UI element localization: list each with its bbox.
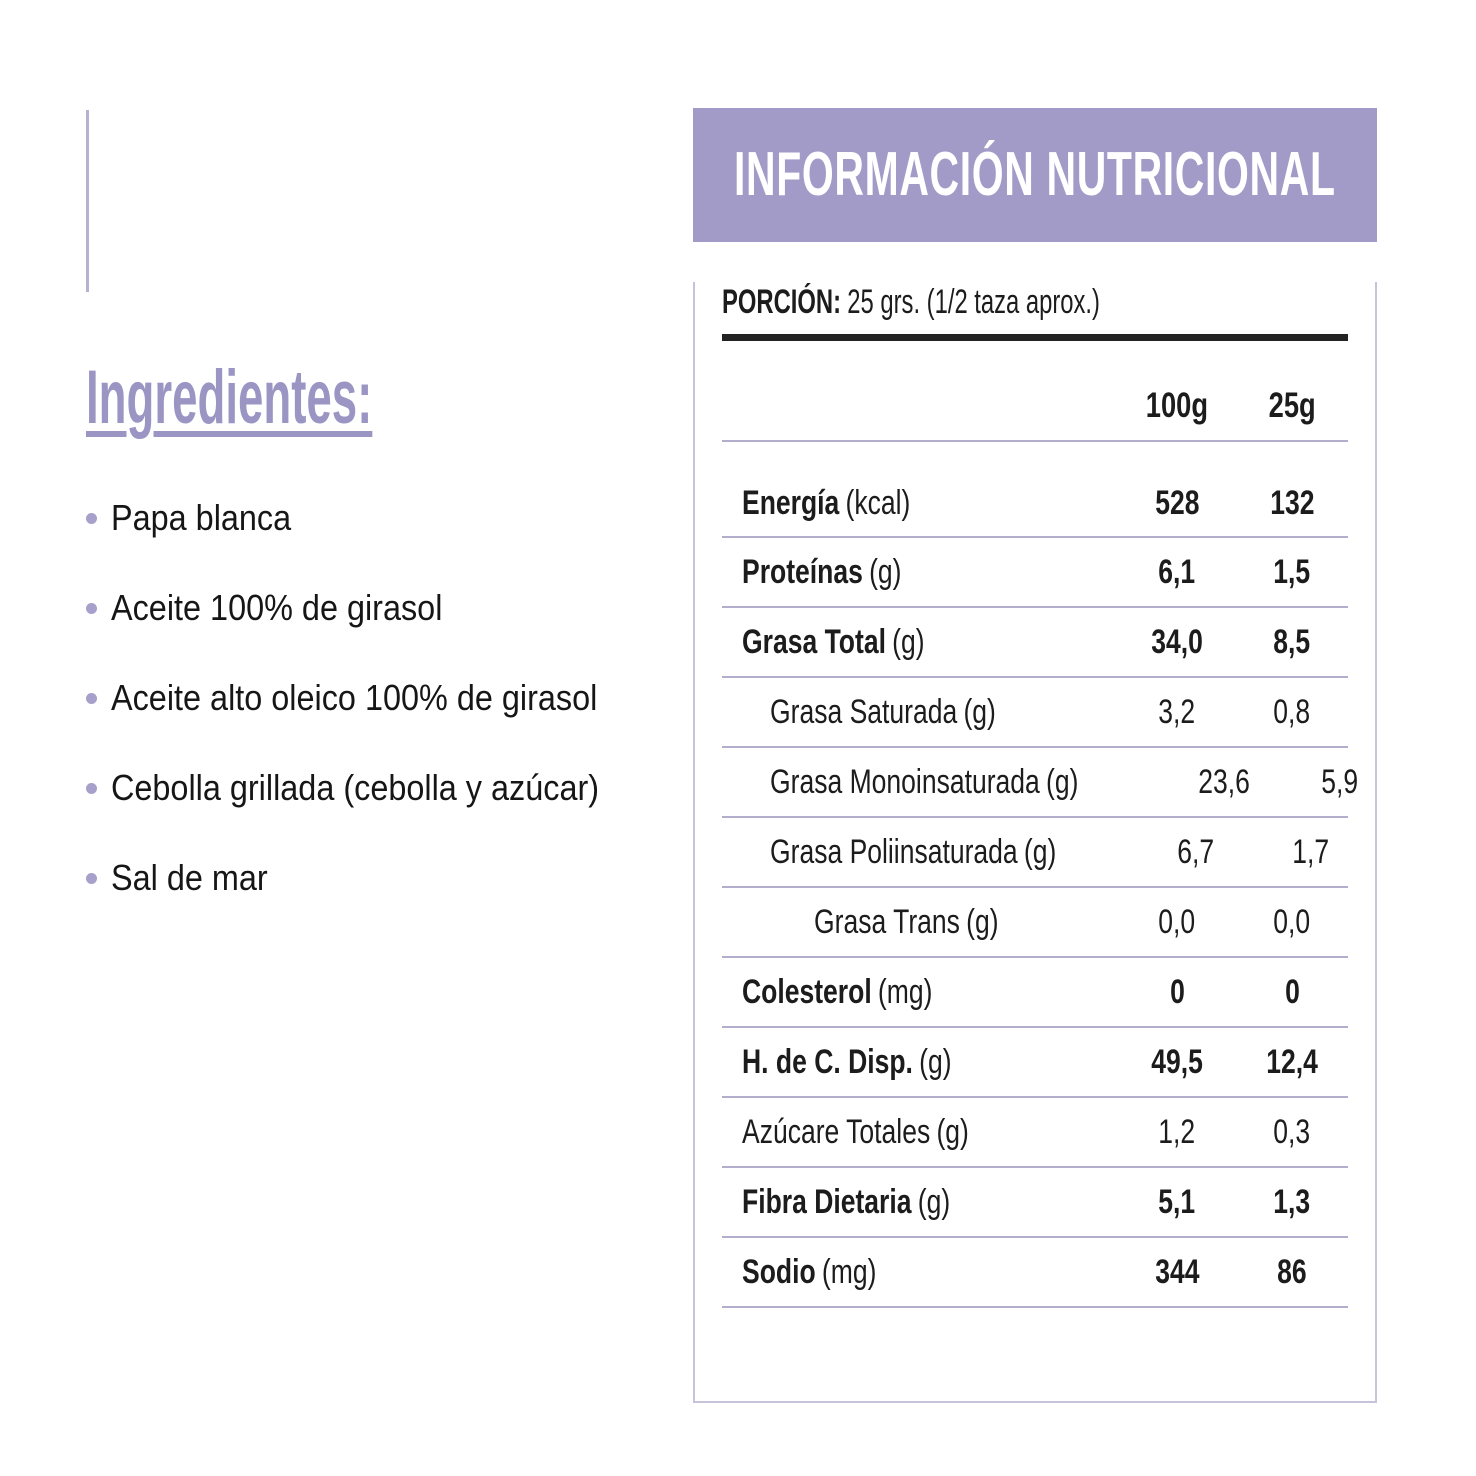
nutrient-label-text [770,693,996,732]
value-100g: 344 [1154,1252,1200,1291]
nutrient-label [722,833,1137,872]
nutrient-label [722,973,1118,1012]
nutrient-label-text [742,1253,876,1292]
nutrition-panel-header [693,108,1377,242]
nutrient-label [722,623,1118,662]
nutrient-label-text [742,623,925,662]
ingredient-item [86,766,653,810]
bullet-icon [86,513,97,524]
nutrition-row [722,1098,1348,1168]
value-100g: 6,1 [1158,552,1196,591]
value-100g: 34,0 [1151,622,1203,661]
nutrient-name: Fibra Dietaria [742,1182,912,1221]
value-100g: 0 [1169,972,1185,1011]
ingredient-item [86,586,653,630]
ingredient-item [86,496,653,540]
nutrient-label-text [770,763,1078,802]
nutrition-row [722,1238,1348,1308]
nutrient-label [722,693,1118,732]
value-25g: 0,8 [1273,692,1311,731]
value-100g: 1,2 [1158,1112,1196,1151]
ingredient-item [86,856,653,900]
nutrient-label [722,763,1165,802]
portion-text [722,282,1100,322]
nutrient-name: Sodio [742,1252,816,1291]
ingredient-item [86,676,653,720]
nutrition-row [722,608,1348,678]
nutrient-label-text [742,1113,969,1152]
nutrition-title: INFORMACIÓN NUTRICIONAL [734,140,1336,209]
nutrient-unit: (g) [1046,762,1079,801]
value-100g: 3,2 [1158,692,1196,731]
value-25g: 0,0 [1273,902,1311,941]
nutrient-label [722,1183,1118,1222]
nutrient-name: Proteínas [742,552,863,591]
value-100g: 23,6 [1198,762,1251,801]
value-25g: 132 [1269,484,1315,522]
nutrition-row [722,1168,1348,1238]
portion-line [722,282,1348,322]
value-100g: 49,5 [1151,1042,1203,1081]
table-header-row [722,341,1348,442]
value-100g: 6,7 [1177,832,1215,871]
nutrient-name: Colesterol [742,972,872,1011]
nutrient-label [722,1253,1118,1292]
nutrient-label-text [742,1183,950,1222]
ingredient-text: Papa blanca [111,497,292,538]
value-25g: 1,7 [1292,832,1330,871]
bullet-icon [86,873,97,884]
value-25g: 1,5 [1273,552,1311,591]
value-100g: 5,1 [1158,1182,1196,1221]
nutrient-label-text [742,553,902,592]
value-25g: 0,3 [1273,1112,1311,1151]
nutrition-row [722,1028,1348,1098]
nutrition-panel [693,108,1377,1363]
nutrient-name: Grasa Poliinsaturada [770,832,1018,871]
nutrient-unit: (g) [917,1182,951,1221]
nutrition-row [722,958,1348,1028]
ingredients-title: Ingredientes: [86,355,373,440]
ingredient-text: Cebolla grillada (cebolla y azúcar) [111,767,600,808]
nutrient-name: Grasa Trans [814,902,960,941]
nutrient-unit: (g) [919,1042,952,1081]
nutrient-name: H. de C. Disp. [742,1042,913,1081]
nutrient-label-text [742,484,910,523]
nutrient-label-text [742,973,932,1012]
ingredient-text: Aceite 100% de girasol [111,587,443,628]
nutrient-unit: (g) [966,902,999,941]
nutrient-name: Energía [742,484,840,522]
nutrient-name: Azúcare Totales [742,1112,931,1151]
value-25g: 0 [1284,972,1300,1011]
nutrient-unit: (g) [963,692,996,731]
value-100g: 528 [1154,484,1200,522]
nutrient-unit: (g) [892,622,925,661]
nutrient-name: Grasa Saturada [770,692,958,731]
column-header-25g: 25g [1268,386,1316,425]
nutrient-unit: (mg) [877,972,933,1011]
nutrient-name: Grasa Monoinsaturada [770,762,1040,801]
ingredient-text: Sal de mar [111,857,268,898]
nutrition-row [722,538,1348,608]
nutrition-row [722,748,1358,818]
portion-label: PORCIÓN: [722,283,841,321]
nutrient-unit: (g) [1023,832,1057,871]
value-25g: 5,9 [1320,762,1358,801]
decorative-vertical-line [86,110,89,292]
nutrition-rows [722,442,1358,1308]
bullet-icon [86,693,97,704]
nutrient-name: Grasa Total [742,622,886,661]
nutrition-row [722,888,1348,958]
portion-value: 25 grs. (1/2 taza aprox.) [847,283,1100,321]
value-25g: 1,3 [1273,1182,1311,1221]
ingredient-text: Aceite alto oleico 100% de girasol [111,677,598,718]
nutrient-label [722,1113,1118,1152]
nutrient-unit: (g) [869,552,902,591]
value-25g: 86 [1277,1252,1307,1291]
nutrient-label [722,484,1118,523]
nutrition-row [722,678,1348,748]
nutrition-panel-body [693,282,1377,1403]
bullet-icon [86,783,97,794]
nutrient-label-text [770,833,1056,872]
nutrient-label [722,903,1118,942]
nutrient-unit: (kcal) [845,484,911,522]
value-25g: 12,4 [1266,1042,1318,1081]
nutrient-unit: (mg) [821,1252,877,1291]
column-header-100g: 100g [1145,386,1209,425]
nutrient-label-text [814,903,999,942]
ingredients-list [86,496,653,946]
nutrient-label [722,1043,1118,1082]
bullet-icon [86,603,97,614]
value-25g: 8,5 [1273,622,1311,661]
nutrition-row [722,818,1348,888]
nutrient-label [722,553,1118,592]
thick-divider [722,334,1348,341]
nutrient-unit: (g) [936,1112,969,1151]
value-100g: 0,0 [1158,902,1196,941]
nutrient-label-text [742,1043,952,1082]
nutrition-row [722,442,1348,538]
